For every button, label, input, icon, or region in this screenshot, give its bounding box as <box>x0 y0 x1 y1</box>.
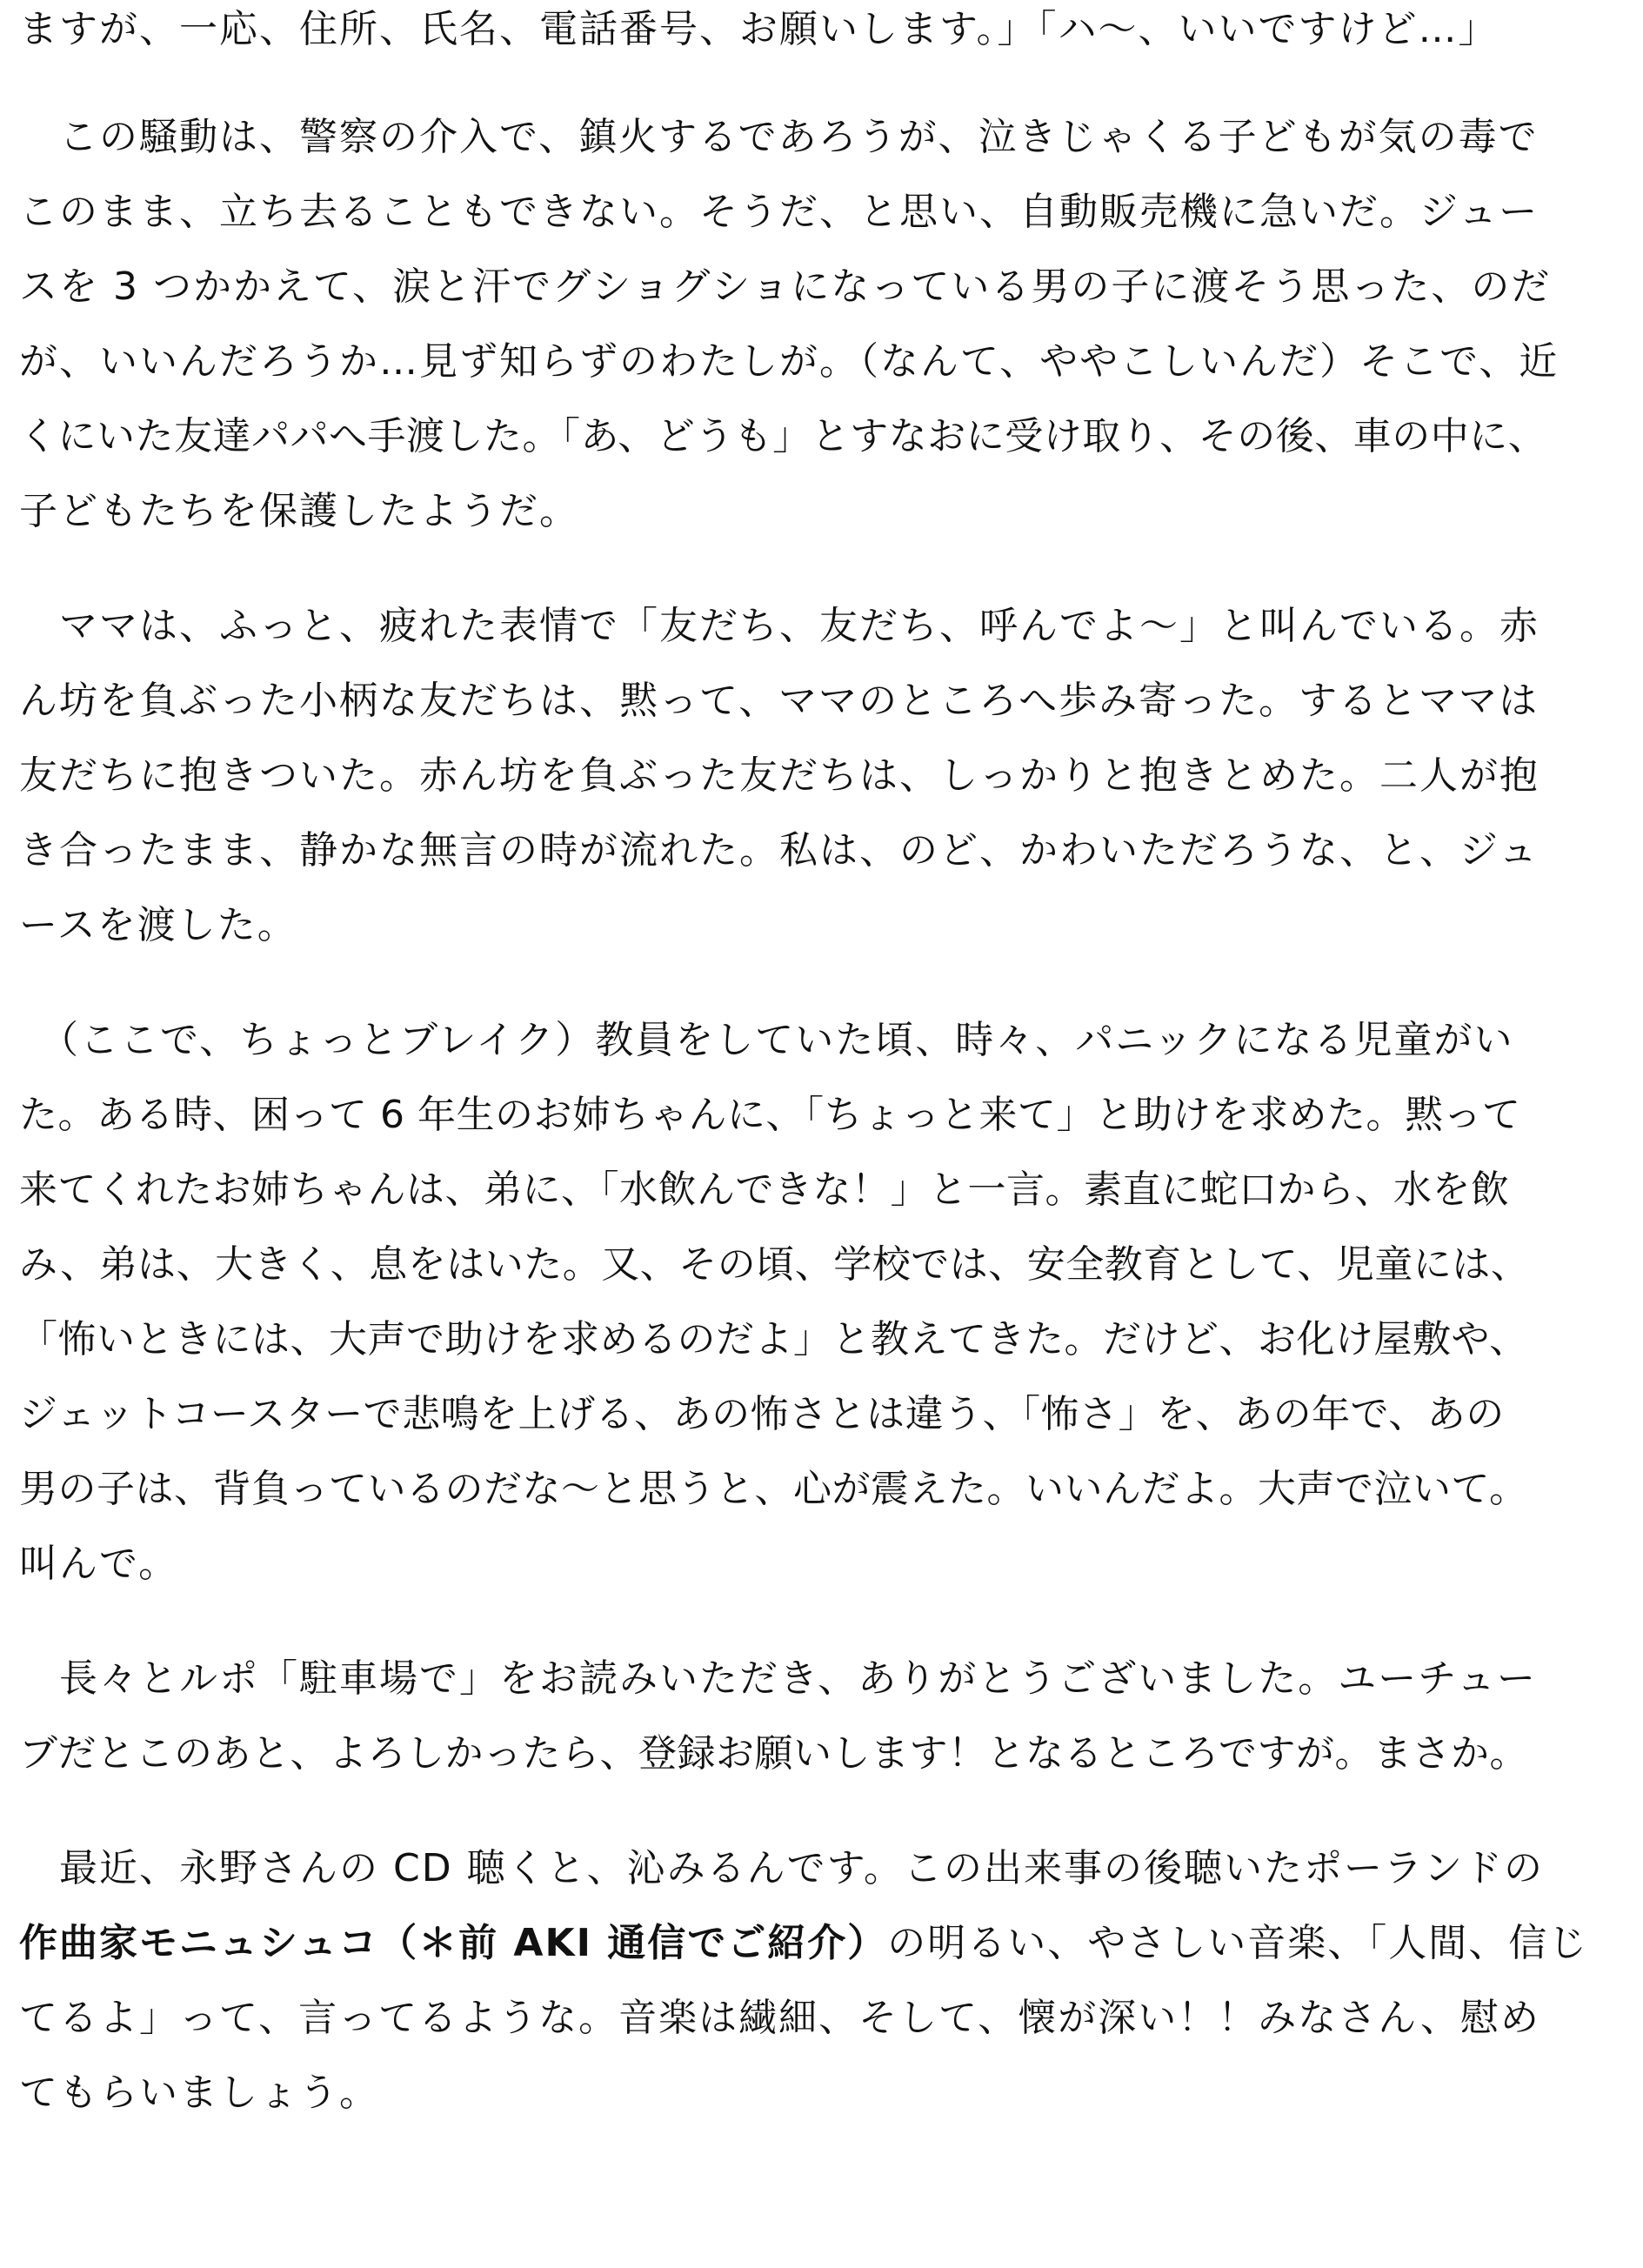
text-line: ますが、一応、住所、氏名、電話番号、お願いします。」「ハ～、いいですけど…」 <box>19 7 1499 51</box>
text-line: 来てくれたお姉ちゃんは、弟に、「水飲んできな！」と一言。素直に蛇口から、水を飲 <box>19 1167 1510 1212</box>
text-line: （ここで、ちょっとブレイク）教員をしていた頃、時々、パニックになる児童がい <box>19 1018 1514 1062</box>
text-line: 叫んで。 <box>19 1542 179 1586</box>
text-line: ブだとこのあと、よろしかったら、登録お願いします！となるところですが。まさか。 <box>19 1731 1529 1776</box>
text-line: このまま、立ち去ることもできない。そうだ、と思い、自動販売機に急いだ。ジュー <box>19 190 1539 234</box>
text-line: てもらいましょう。 <box>19 2071 379 2115</box>
text-line: み、弟は、大きく、息をはいた。又、その頃、学校では、安全教育として、児童には、 <box>19 1242 1530 1287</box>
text-line: き合ったまま、静かな無言の時が流れた。私は、のど、かわいただろうな、と、ジュ <box>19 828 1539 873</box>
text-line: てるよ」って、言ってるような。音楽は繊細、そして、懐が深い！！みなさん、慰め <box>19 1996 1540 2040</box>
text-line: が、いいんだろうか…見ず知らずのわたしが。（なんて、ややこしいんだ）そこで、近 <box>19 339 1560 384</box>
text-line: くにいた友達パパへ手渡した。「あ、どうも」とすなおに受け取り、その後、車の中に、 <box>19 414 1547 458</box>
text-line: 男の子は、背負っているのだな～と思うと、心が震えた。いいんだよ。大声で泣いて。 <box>19 1467 1528 1511</box>
text-line: 子どもたちを保護したようだ。 <box>19 489 579 533</box>
text-line: た。ある時、困って 6 年生のお姉ちゃんに、「ちょっと来て」と助けを求めた。黙って <box>19 1093 1521 1137</box>
text-line: ジェットコースターで悲鳴を上げる、あの怖さとは違う、「怖さ」を、あの年で、あの <box>19 1392 1505 1436</box>
text-line: 長々とルポ「駐車場で」をお読みいただき、ありがとうございました。ユーチュー <box>19 1656 1537 1701</box>
bold-emphasis: 作曲家モニュシュコ（＊前 AKI 通信でご紹介） <box>19 1921 888 1965</box>
text-line: ママは、ふっと、疲れた表情で「友だち、友だち、呼んでよ～」と叫んでいる。赤 <box>19 604 1539 648</box>
text-line: この騒動は、警察の介入で、鎮火するであろうが、泣きじゃくる子どもが気の毒で <box>19 115 1539 159</box>
text-line: 友だちに抱きついた。赤ん坊を負ぶった友だちは、しっかりと抱きとめた。二人が抱 <box>19 753 1539 798</box>
text-line: スを 3 つかかえて、涙と汗でグショグショになっている男の子に渡そう思った、のだ <box>19 264 1552 309</box>
text-line: ースを渡した。 <box>19 903 297 947</box>
text-line: ん坊を負ぶった小柄な友だちは、黙って、ママのところへ歩み寄った。するとママは <box>19 679 1539 723</box>
text-line: 「怖いときには、大声で助けを求めるのだよ」と教えてきた。だけど、お化け屋敷や、 <box>19 1317 1528 1361</box>
text-line <box>19 1919 1624 1968</box>
text-span: の明るい、やさしい音楽、「人間、信じ <box>887 1921 1589 1965</box>
text-line: 最近、永野さんの CD 聴くと、沁みるんです。この出来事の後聴いたポーランドの <box>19 1846 1545 1890</box>
